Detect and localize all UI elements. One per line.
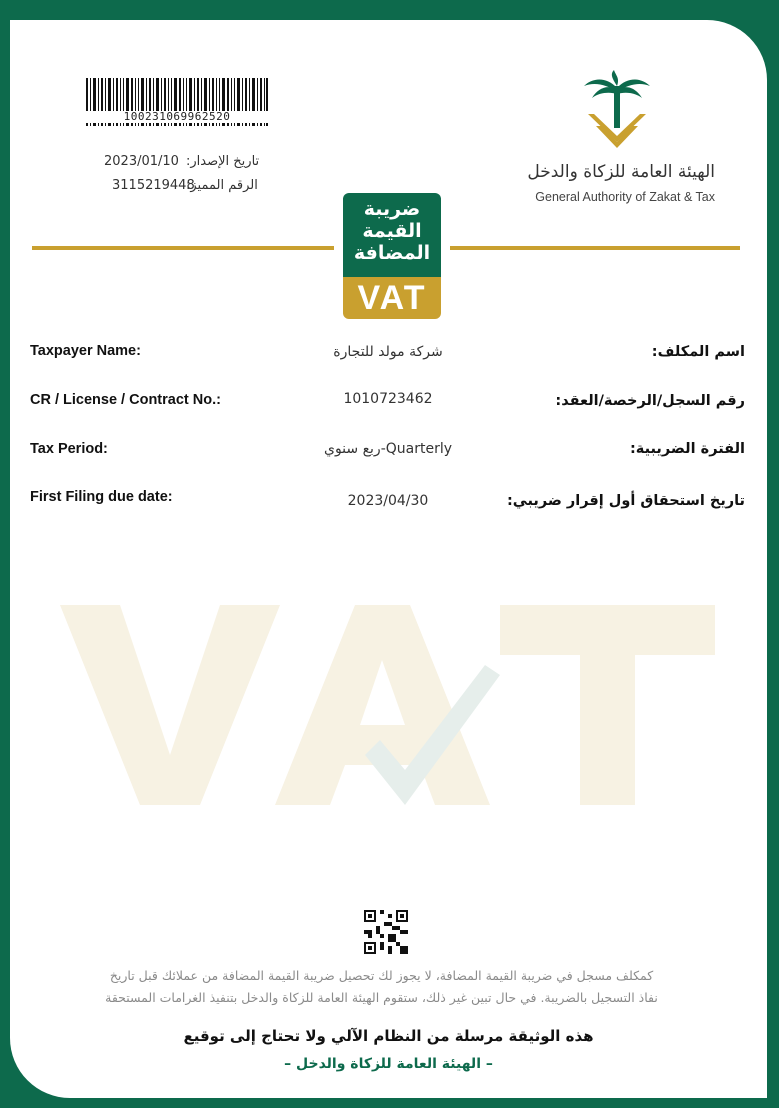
badge-line-1: ضريبة [363, 198, 421, 220]
tax-period-value: ربع سنوي-Quarterly [323, 441, 453, 457]
first-filing-value: 2023/04/30 [347, 493, 429, 509]
closing-signature: – الهيئة العامة للزكاة والدخل – [284, 1056, 493, 1072]
unique-number-label: الرقم المميز: [186, 178, 258, 193]
authority-name-arabic: الهيئة العامة للزكاة والدخل [527, 162, 715, 182]
tax-period-label-en: Tax Period: [30, 441, 108, 457]
vat-badge-latin [343, 277, 441, 319]
cr-number-label-ar: رقم السجل/الرخصة/العقد: [555, 393, 745, 409]
first-filing-label-en: First Filing due date: [30, 489, 173, 505]
gold-rule-right [450, 246, 740, 250]
certificate-card [10, 20, 767, 1098]
authority-name-english: General Authority of Zakat & Tax [535, 190, 715, 204]
issue-date-label: تاريخ الإصدار: [186, 154, 260, 169]
vat-badge [343, 193, 441, 319]
barcode-number: 100231069962520 [86, 111, 268, 123]
notice-line-2: نفاذ التسجيل بالضريبة. في حال تبين غير ذلك، ستقوم الهيئة العامة للزكاة والدخل بتنفيذ الغرامات المستحقة [105, 990, 658, 1005]
badge-vat-text: VAT [357, 279, 427, 317]
authority-logo [580, 70, 654, 154]
closing-statement: هذه الوثيقة مرسلة من النظام الآلي ولا تحتاج إلى توقيع [183, 1027, 594, 1045]
taxpayer-name-label-en: Taxpayer Name: [30, 343, 141, 359]
qr-code-image [364, 910, 408, 954]
vat-badge-arabic [343, 193, 441, 277]
gold-rule-left [32, 246, 334, 250]
tax-period-label-ar: الفترة الضريبية: [630, 441, 745, 457]
cr-number-value: 1010723462 [343, 391, 433, 407]
badge-line-3: المضافة [353, 242, 431, 264]
taxpayer-name-label-ar: اسم المكلف: [651, 344, 745, 360]
vat-watermark [60, 605, 715, 815]
cr-number-label-en: CR / License / Contract No.: [30, 392, 221, 408]
unique-number-value: 3115219448 [112, 178, 195, 193]
issue-date-value: 2023/01/10 [104, 154, 179, 169]
notice-line-1: كمكلف مسجل في ضريبة القيمة المضافة، لا يجوز لك تحصيل ضريبة القيمة المضافة من عملائك قبل تاريخ [109, 968, 654, 983]
taxpayer-name-value: شركة مولد للتجارة [333, 344, 443, 360]
badge-line-2: القيمة [362, 220, 422, 242]
first-filing-label-ar: تاريخ استحقاق أول إقرار ضريبي: [507, 493, 745, 509]
